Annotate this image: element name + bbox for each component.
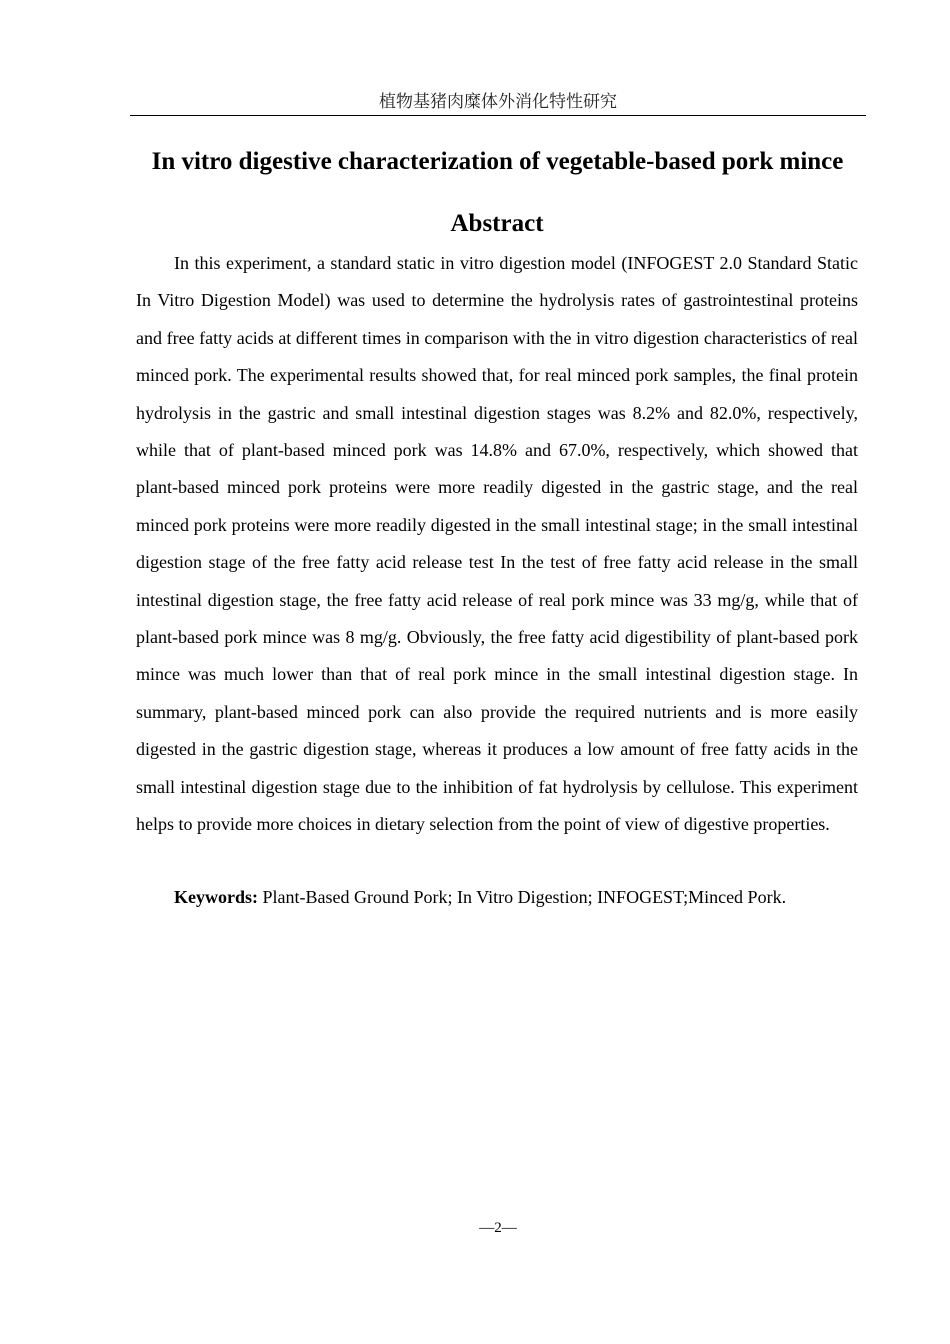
keywords-text: Plant-Based Ground Pork; In Vitro Digestion; INFOGEST;Minced Pork. — [258, 887, 787, 907]
abstract-heading: Abstract — [450, 210, 544, 237]
running-header: 植物基猪肉糜体外消化特性研究 — [130, 90, 866, 116]
paper-title: In vitro digestive characterization of vegetable-based pork mince — [151, 148, 844, 175]
keywords-label: Keywords: — [174, 887, 258, 907]
page-number: —2— — [479, 1220, 517, 1236]
keywords-line — [136, 879, 858, 916]
abstract-text: In this experiment, a standard static in vitro digestion model (INFOGEST 2.0 Standard Static In Vitro Digestion Model) was used to determine the hydrolysis rates of gastrointestinal proteins and free fatty acids at different times in comparison with the in vitro digestion characteristics of real minced pork. The experimental results showed that, for real minced pork samples, the final protein hydrolysis in the gastric and small intestinal digestion stages was 8.2% and 82.0%, respectively, while that of plant-based minced pork was 14.8% and 67.0%, respectively, which showed that plant-based minced pork proteins were more readily digested in the gastric stage, and the real minced pork proteins were more readily digested in the small intestinal stage; in the small intestinal digestion stage of the free fatty acid release test In the test of free fatty acid release in the small intestinal digestion stage, the free fatty acid release of real pork mince was 33 mg/g, while that of plant-based pork mince was 8 mg/g. Obviously, the free fatty acid digestibility of plant-based pork mince was much lower than that of real pork mince in the small intestinal digestion stage. In summary, plant-based minced pork can also provide the required nutrients and is more easily digested in the gastric digestion stage, whereas it produces a low amount of free fatty acids in the small intestinal digestion stage due to the inhibition of fat hydrolysis by cellulose. This experiment helps to provide more choices in dietary selection from the point of view of digestive properties. — [136, 253, 858, 835]
